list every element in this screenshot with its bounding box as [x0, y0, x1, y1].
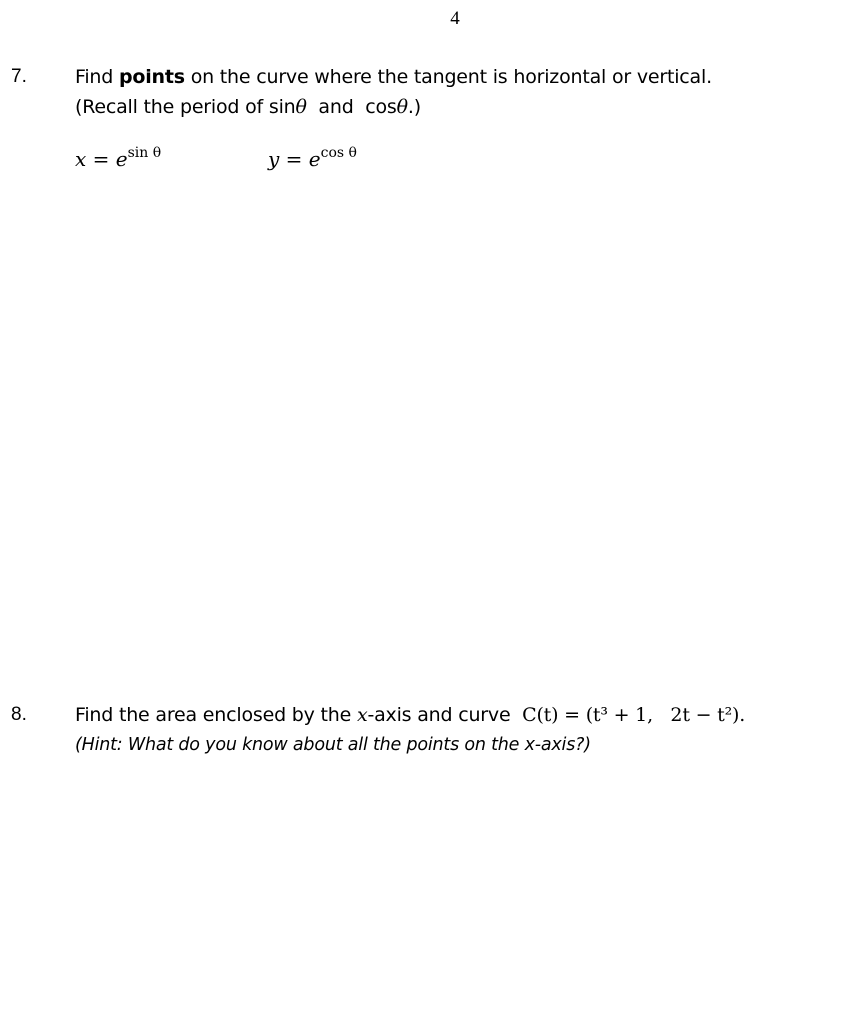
- q8-x-var: x: [356, 704, 368, 726]
- q7-recall-b: and cos: [306, 96, 397, 118]
- q7-text-a: Find: [75, 66, 119, 88]
- q8-text-b: -axis and curve: [367, 704, 523, 726]
- eq-y-var: y: [268, 147, 280, 171]
- q7-theta-2: θ: [396, 96, 408, 118]
- question-7-line-1: [75, 66, 712, 88]
- q8-text-a: Find the area enclosed by the: [75, 704, 357, 726]
- eq-x-exponent: sin θ: [127, 145, 162, 161]
- eq-x-var: x: [75, 147, 87, 171]
- eq-y-exponent: cos θ: [320, 145, 357, 161]
- eq-y-equals: =: [279, 147, 309, 171]
- page-number: 4: [450, 8, 460, 29]
- eq-x-base: e: [115, 147, 128, 171]
- question-8-hint: (Hint: What do you know about all the points on the x-axis?): [75, 735, 591, 755]
- q7-theta-1: θ: [295, 96, 307, 118]
- q7-recall-a: (Recall the period of sin: [75, 96, 296, 118]
- q7-bold-points: points: [118, 66, 185, 88]
- question-7-number: 7.: [11, 66, 27, 87]
- q7-recall-c: .): [407, 96, 421, 118]
- eq-y-base: e: [308, 147, 321, 171]
- q7-text-b: on the curve where the tangent is horizontal or vertical.: [184, 66, 712, 88]
- equation-y: [268, 147, 357, 171]
- equation-x: [75, 147, 161, 171]
- q8-curve-formula: C(t) = (t³ + 1, 2t − t²).: [522, 704, 746, 726]
- question-7-line-2: [75, 96, 421, 118]
- question-8-number: 8.: [11, 704, 27, 725]
- eq-x-equals: =: [86, 147, 116, 171]
- question-8-line-1: [75, 704, 745, 726]
